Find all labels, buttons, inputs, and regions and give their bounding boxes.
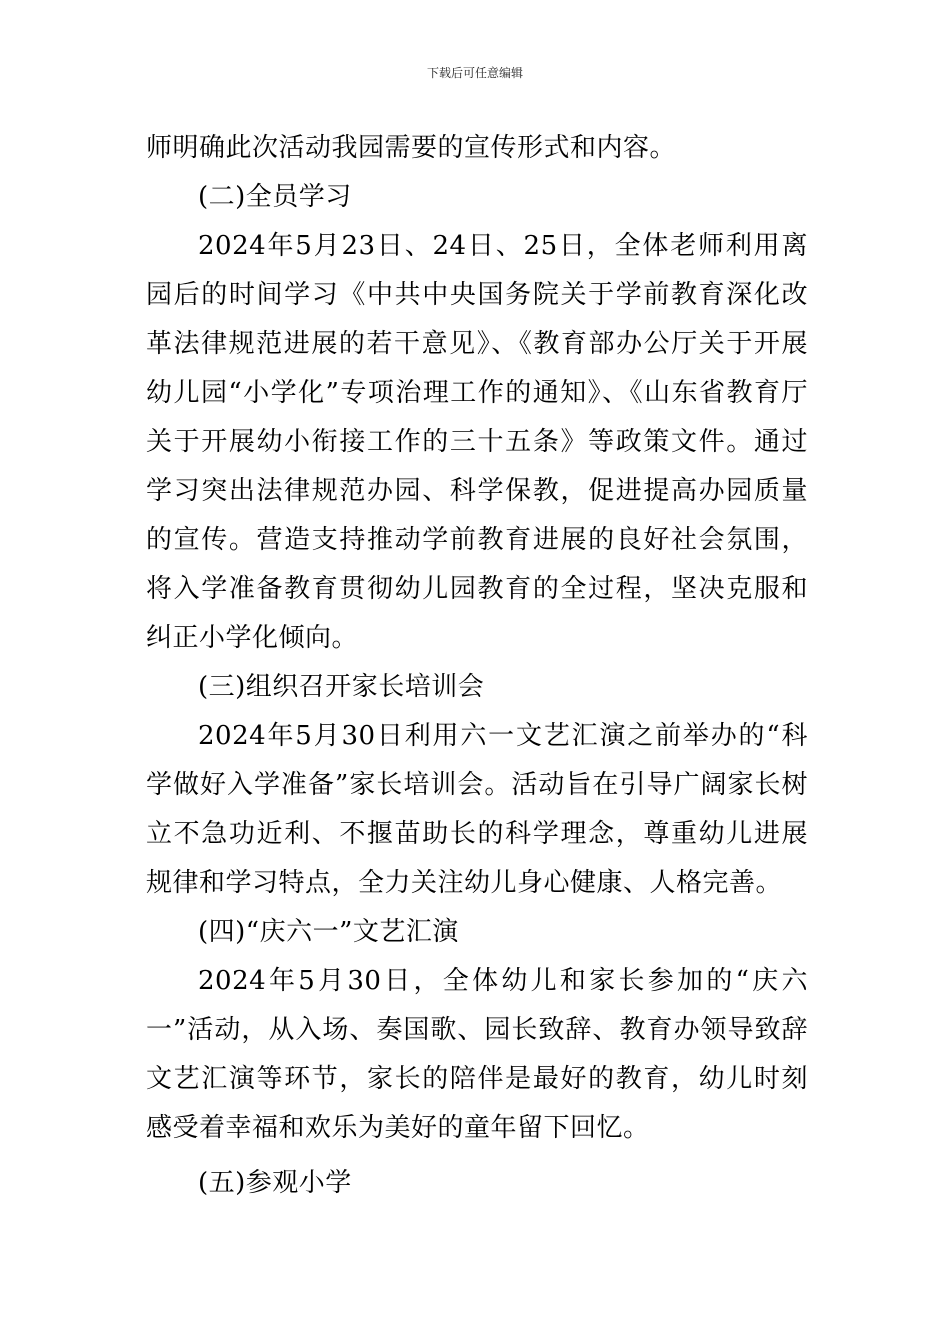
section-heading-3: (三)组织召开家长培训会 — [198, 672, 485, 702]
section-heading-2: (二)全员学习 — [198, 182, 352, 212]
paragraph-study: 2024年5月23日、24日、25日，全体老师利用离园后的时间学习《中共中央国务院关于学前教育深化改革法律规范进展的若干意见》、《教育部办公厅关于开展幼儿园“小学化”专项治理工作的通知》、《山东省教育厅关于开展幼小衔接工作的三十五条》等政策文件。通过学习突出法律规范办园、科学保教，促进提高办园质量的宣传。营造支持推动学前教育进展的良好社会氛围，将入学准备教育贯彻幼儿园教育的全过程，坚决克服和纠正小学化倾向。 — [146, 231, 808, 653]
page-header: 下载后可任意编辑 — [426, 66, 523, 80]
document-body — [146, 124, 808, 1208]
section-heading-5: (五)参观小学 — [198, 1168, 352, 1198]
paragraph-parent-training: 2024年5月30日利用六一文艺汇演之前举办的“科学做好入学准备”家长培训会。活动旨在引导广阔家长树立不急功近利、不揠苗助长的科学理念，尊重幼儿进展规律和学习特点，全力关注幼儿身心健康、人格完善。 — [146, 721, 808, 898]
paragraph-continuation: 师明确此次活动我园需要的宣传形式和内容。 — [146, 133, 677, 163]
paragraph-children-day: 2024年5月30日，全体幼儿和家长参加的“庆六一”活动，从入场、奏国歌、园长致辞、教育办领导致辞文艺汇演等环节，家长的陪伴是最好的教育，幼儿时刻感受着幸福和欢乐为美好的童年留下回忆。 — [146, 966, 808, 1143]
section-heading-4: (四)“庆六一”文艺汇演 — [198, 917, 459, 947]
